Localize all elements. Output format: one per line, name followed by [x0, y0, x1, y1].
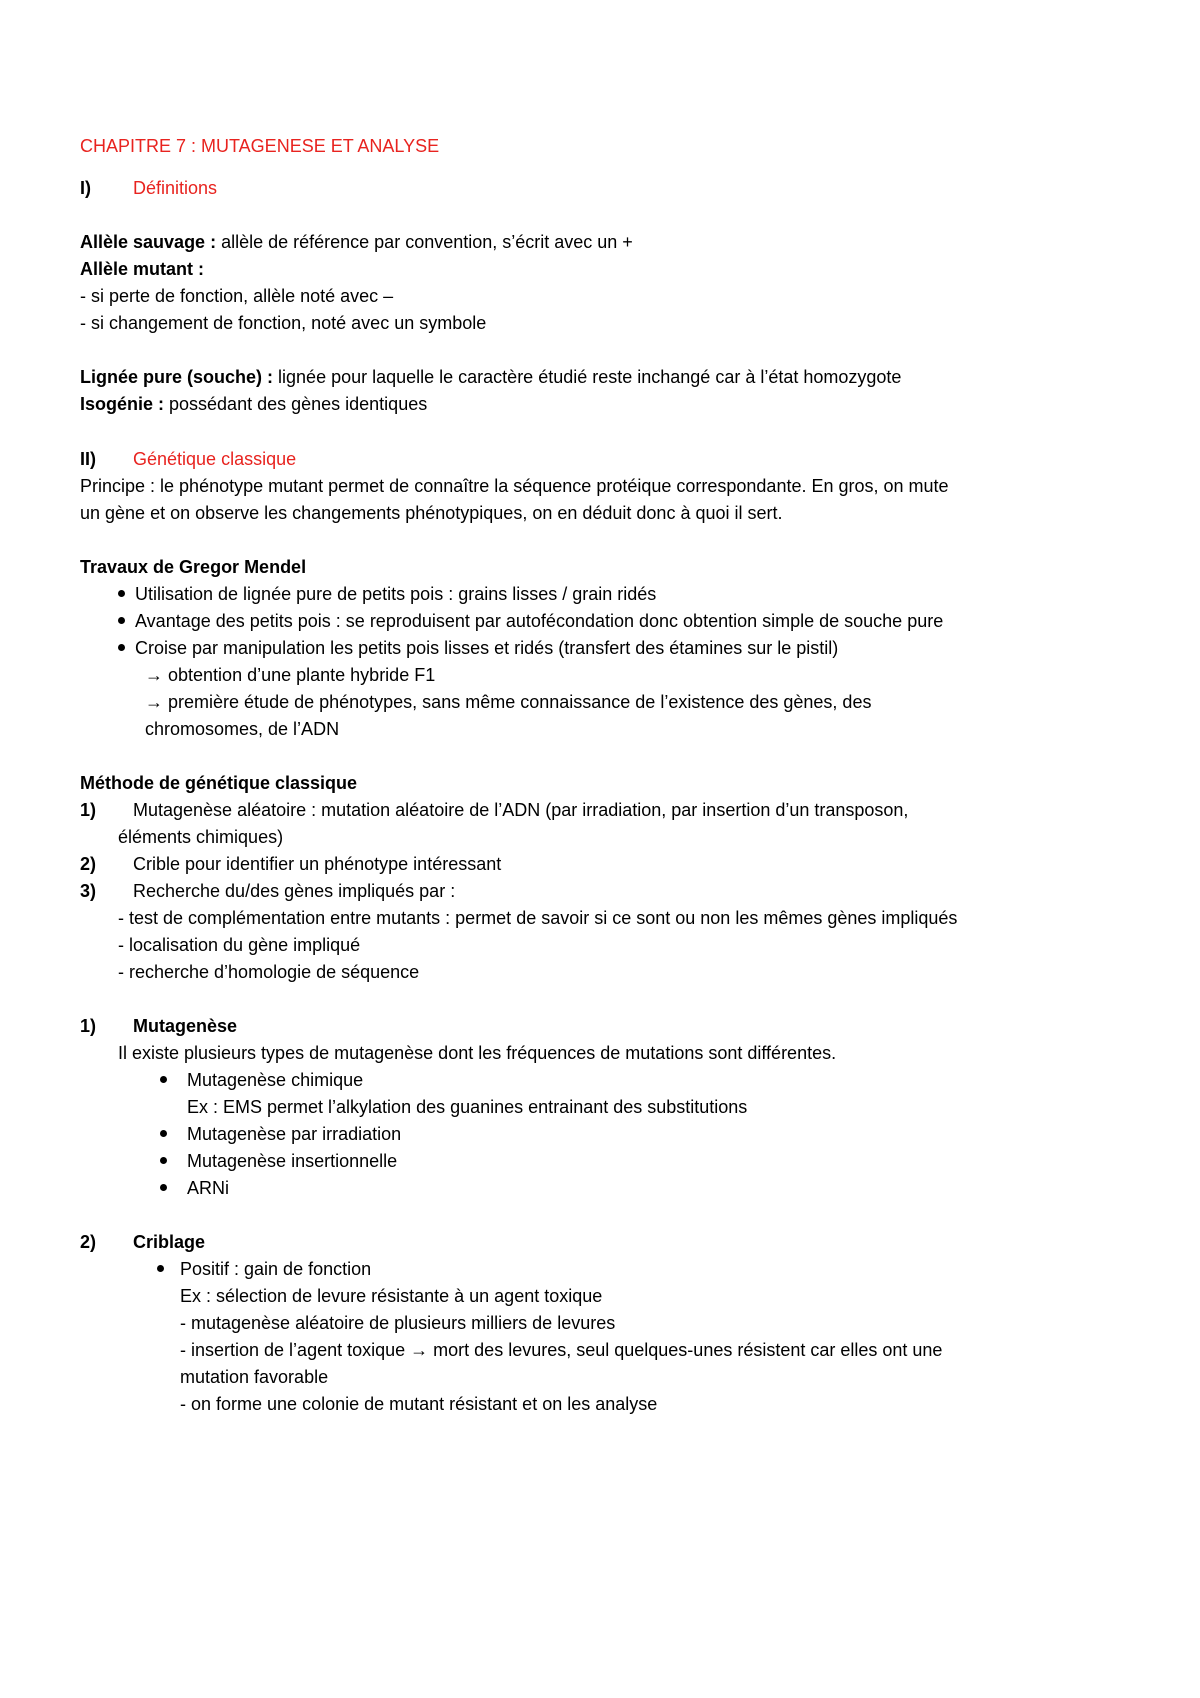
mendel-arrow-item — [145, 664, 435, 686]
insertion-text: mort des levures, seul quelques-unes résistent car elles ont une — [433, 1340, 943, 1360]
def-allele-sauvage — [80, 231, 633, 253]
methode-sub-item: - recherche d’homologie de séquence — [118, 962, 420, 982]
section-2-title: Génétique classique — [133, 449, 297, 469]
criblage-title: Criblage — [133, 1232, 206, 1252]
insertion-text: - insertion de l’agent toxique — [180, 1340, 406, 1360]
arrow-right-icon: → — [410, 1340, 429, 1360]
criblage-line: - on forme une colonie de mutant résistant et on les analyse — [180, 1394, 658, 1414]
step-number: 2) — [80, 854, 97, 874]
criblage-line: Ex : sélection de levure résistante à un agent toxique — [180, 1286, 603, 1306]
mendel-bullet: Croise par manipulation les petits pois lisses et ridés (transfert des étamines sur le pistil) — [135, 638, 839, 658]
mendel-arrow-cont: chromosomes, de l’ADN — [145, 719, 340, 739]
bullet-icon — [118, 617, 125, 624]
principe-line: Principe : le phénotype mutant permet de connaître la séquence protéique correspondante. En gros, on mute — [80, 476, 949, 496]
def-text: lignée pour laquelle le caractère étudié reste inchangé car à l’état homozygote — [273, 367, 902, 387]
mendel-bullet: Avantage des petits pois : se reproduisent par autofécondation donc obtention simple de souche pure — [135, 611, 944, 631]
arrow-right-icon: → — [145, 692, 163, 712]
def-term: Allèle sauvage : — [80, 232, 217, 252]
bullet-icon — [160, 1130, 167, 1137]
criblage-insertion-cont: mutation favorable — [180, 1367, 329, 1387]
bullet-icon — [160, 1184, 167, 1191]
step-number: 1) — [80, 800, 97, 820]
subsection-number: 2) — [80, 1232, 97, 1252]
methode-heading: Méthode de génétique classique — [80, 773, 358, 793]
def-term: Lignée pure (souche) : — [80, 367, 274, 387]
chapter-title: CHAPITRE 7 : MUTAGENESE ET ANALYSE — [80, 136, 440, 156]
bullet-icon — [118, 590, 125, 597]
step-number: 3) — [80, 881, 97, 901]
mutagenese-title: Mutagenèse — [133, 1016, 238, 1036]
step-text: Crible pour identifier un phénotype intéressant — [133, 854, 502, 874]
arrow-right-icon: → — [145, 665, 163, 685]
step-text-cont: éléments chimiques) — [118, 827, 284, 847]
def-term: Isogénie : — [80, 394, 165, 414]
mutagenese-bullet: ARNi — [187, 1178, 230, 1198]
subsection-number: 1) — [80, 1016, 97, 1036]
def-allele-mutant: Allèle mutant : — [80, 259, 205, 279]
mutagenese-bullet: Mutagenèse insertionnelle — [187, 1151, 398, 1171]
mendel-heading: Travaux de Gregor Mendel — [80, 557, 307, 577]
mutant-item: - si perte de fonction, allèle noté avec – — [80, 286, 394, 306]
arrow-text: première étude de phénotypes, sans même connaissance de l’existence des gènes, des — [168, 692, 872, 712]
bullet-icon — [118, 644, 125, 651]
def-text: allèle de référence par convention, s’écrit avec un + — [216, 232, 633, 252]
criblage-insertion — [180, 1339, 942, 1361]
def-text: possédant des gènes identiques — [164, 394, 428, 414]
criblage-bullet: Positif : gain de fonction — [180, 1259, 372, 1279]
mutagenese-intro: Il existe plusieurs types de mutagenèse dont les fréquences de mutations sont différentes. — [118, 1043, 837, 1063]
principe-line: un gène et on observe les changements phénotypiques, on en déduit donc à quoi il sert. — [80, 503, 783, 523]
section-2-number: II) — [80, 449, 96, 469]
section-1-title: Définitions — [133, 178, 218, 198]
mendel-arrow-item — [145, 691, 871, 713]
def-lignee-pure — [80, 366, 901, 388]
mendel-bullet: Utilisation de lignée pure de petits pois : grains lisses / grain ridés — [135, 584, 657, 604]
mutagenese-example: Ex : EMS permet l’alkylation des guanines entrainant des substitutions — [187, 1097, 748, 1117]
step-text: Mutagenèse aléatoire : mutation aléatoire de l’ADN (par irradiation, par insertion d’un transposon, — [133, 800, 909, 820]
def-isogenie — [80, 393, 427, 415]
mutagenese-bullet: Mutagenèse par irradiation — [187, 1124, 402, 1144]
step-text: Recherche du/des gènes impliqués par : — [133, 881, 456, 901]
methode-sub-item: - test de complémentation entre mutants : permet de savoir si ce sont ou non les mêmes gènes impliqués — [118, 908, 958, 928]
arrow-text: obtention d’une plante hybride F1 — [168, 665, 436, 685]
mutant-item: - si changement de fonction, noté avec un symbole — [80, 313, 487, 333]
bullet-icon — [157, 1265, 164, 1272]
criblage-line: - mutagenèse aléatoire de plusieurs milliers de levures — [180, 1313, 616, 1333]
mutagenese-bullet: Mutagenèse chimique — [187, 1070, 364, 1090]
bullet-icon — [160, 1076, 167, 1083]
section-1-number: I) — [80, 178, 91, 198]
bullet-icon — [160, 1157, 167, 1164]
methode-sub-item: - localisation du gène impliqué — [118, 935, 361, 955]
